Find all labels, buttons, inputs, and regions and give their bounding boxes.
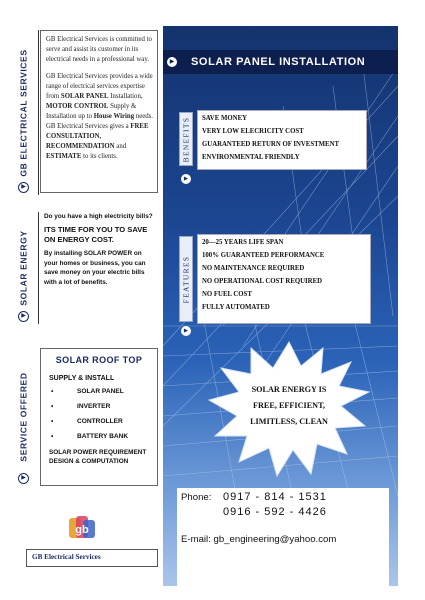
play-circle-icon: ▶ (167, 57, 177, 67)
band-service-label: SERVICE OFFERED (19, 372, 30, 462)
benefits-list (197, 110, 367, 170)
divider-line (38, 30, 39, 195)
list-item: FULLY AUTOMATED (202, 304, 270, 311)
divider-line (38, 212, 39, 324)
list-item: SAVE MONEY (202, 115, 248, 122)
service-list (51, 388, 153, 440)
service-requirement: SOLAR POWER REQUIREMENT DESIGN & COMPUTATION (49, 449, 147, 465)
energy-body: By installing SOLAR POWER on your homes or business, you can save money on your electric bills with a lot of benefits. (44, 250, 146, 286)
watermark (270, 552, 382, 582)
chevron-icon: ▶ (18, 311, 29, 322)
list-item: • BATTERY BANK (51, 433, 129, 440)
service-box (40, 348, 158, 486)
features-tab-label: FEATURES (181, 255, 191, 303)
logo-gb (68, 514, 96, 542)
list-item: • SOLAR PANEL (51, 388, 124, 395)
burst-line: FREE, EFFICIENT, (253, 401, 325, 410)
list-item: VERY LOW ELECRICITY COST (202, 128, 304, 135)
chevron-icon: ▶ (181, 326, 191, 336)
phone-number-1[interactable]: 0917 - 814 - 1531 (223, 491, 327, 503)
chevron-icon: ▶ (18, 473, 29, 484)
band-gb-electrical (12, 30, 36, 195)
list-item: GUARANTEED RETURN OF INVESTMENT (202, 141, 340, 148)
company-name-box: GB Electrical Services (26, 549, 158, 567)
list-item: 20—25 YEARS LIFE SPAN (202, 239, 284, 246)
benefits-tab-label: BENEFITS (181, 116, 191, 162)
list-item: • INVERTER (51, 403, 111, 410)
band-solar-energy (12, 212, 36, 324)
phone-row (181, 505, 385, 520)
intro-paragraph-2: GB Electrical Services provides a wide range of electrical services expertise from SOLAR PANEL Installation, MOTOR CONTROL Supply & Installation up to House Wiring needs. GB Electrical Services gives a FREE CONSULTATION, RECOMMENDATION and ESTIMATE to its clients. (46, 73, 153, 160)
burst-line: LIMITLESS, CLEAN (250, 417, 328, 426)
phone-label: Phone: (181, 492, 212, 503)
list-item: NO MAINTENANCE REQUIRED (202, 265, 305, 272)
band-solar-label: SOLAR ENERGY (19, 230, 29, 306)
intro-text-box (40, 30, 158, 193)
energy-question: Do you have a high electricity bills? (44, 213, 153, 220)
watermark-suffix: .ph (371, 567, 382, 575)
features-list (197, 234, 371, 324)
burst-line: SOLAR ENERGY IS (251, 385, 327, 394)
arrow-icon (270, 558, 288, 576)
phone-row (181, 490, 385, 505)
list-item: ENVIRONMENTAL FRIENDLY (202, 154, 300, 161)
email-address[interactable]: E-mail: gb_engineering@yahoo.com (181, 534, 337, 545)
burst-text (225, 382, 353, 430)
list-item: 100% GUARANTEED PERFORMANCE (202, 252, 325, 259)
solar-panel-background (163, 26, 398, 586)
features-tab (179, 236, 193, 322)
energy-section (44, 212, 156, 287)
list-item: • CONTROLLER (51, 418, 123, 425)
energy-headline: ITS TIME FOR YOU TO SAVE ON ENERGY COST. (44, 225, 148, 245)
band-gb-label: GB ELECTRICAL SERVICES (19, 48, 29, 177)
title-banner (163, 50, 398, 74)
band-service-offered (12, 348, 36, 486)
list-item: NO OPERATIONAL COST REQUIRED (202, 278, 323, 285)
intro-paragraph-1: GB Electrical Services is committed to serve and assist its customer in its electrical needs in a professional way. (46, 36, 152, 63)
watermark-brand: PostAds (290, 555, 372, 578)
list-item: NO FUEL COST (202, 291, 252, 298)
benefits-tab (179, 112, 193, 166)
chevron-icon: ▶ (18, 182, 29, 193)
phone-number-2[interactable]: 0916 - 592 - 4426 (223, 506, 327, 518)
service-subtitle: SUPPLY & INSTALL (49, 375, 115, 382)
banner-title: SOLAR PANEL INSTALLATION (191, 56, 366, 68)
chevron-icon: ▶ (181, 174, 191, 184)
service-title: SOLAR ROOF TOP (55, 355, 143, 365)
svg-text:gb: gb (75, 524, 89, 536)
